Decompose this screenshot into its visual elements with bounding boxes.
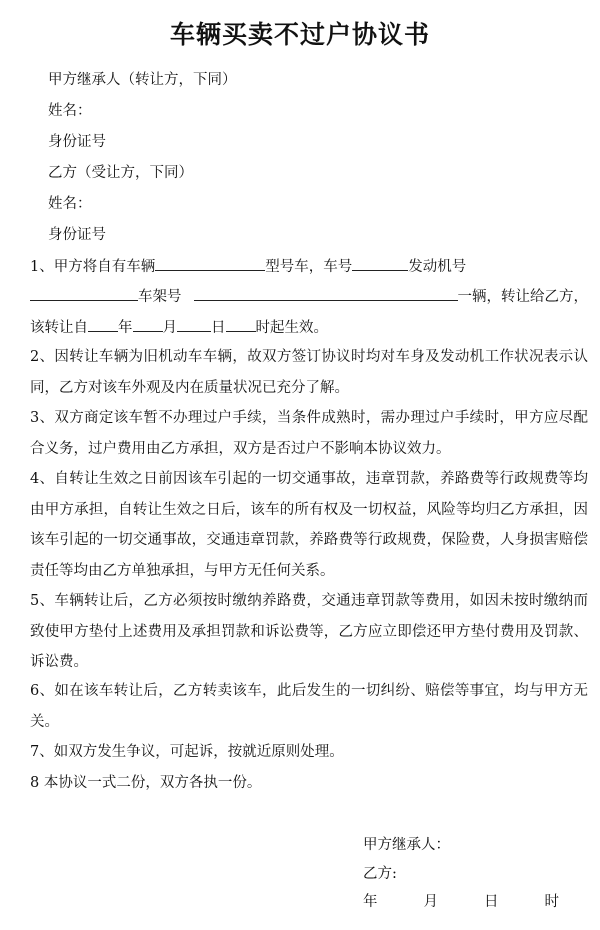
clause-3: 3、双方商定该车暂不办理过户手续，当条件成熟时，需办理过户手续时，甲方应尽配合义务，过户费用由乙方承担，双方是否过户不影响本协议效力。 [30,410,588,457]
day-blank [177,317,211,332]
hour-blank [226,317,256,332]
clause-1-text-a: 1、甲方将自有车辆 [30,259,156,275]
signature-date [363,892,559,912]
clause-1-text-e: 一辆，转让给乙方， [457,289,588,305]
vin-blank [194,286,458,301]
document-title: 车辆买卖不过户协议书 [169,20,430,49]
clause-1-year: 年 [118,320,133,336]
clause-1-month: 月 [162,320,177,336]
party-a-name-label: 姓名： [48,103,92,119]
vehicle-blank [155,256,265,271]
clause-5: 5、车辆转让后，乙方必须按时缴纳养路费，交通违章罚款等费用，如因未按时缴纳而致使甲方垫付上述费用及承担罚款和诉讼费等，乙方应立即偿还甲方垫付费用及罚款、诉讼费。 [30,593,588,670]
signature-day: 日 [484,894,499,910]
signature-party-b: 乙方: [363,866,397,882]
clause-1-text-b: 型号车，车号 [265,259,353,275]
engine-number-blank [30,286,138,301]
signature-party-a: 甲方继承人： [363,837,450,853]
signature-hour: 时 [544,894,559,910]
party-b-name-label: 姓名： [48,196,92,212]
clause-1-day: 日 [211,320,226,336]
party-a-heading: 甲方继承人（转让方，下同） [48,72,237,88]
clause-4: 4、自转让生效之日前因该车引起的一切交通事故，违章罚款，养路费等行政规费等均由甲方承担，自转让生效之日后，该车的所有权及一切权益，风险等均归乙方承担，因该车引起的一切交通事故，交通违章罚款，养路费等行政规费，保险费，人身损害赔偿责任等均由乙方单独承担，与甲方无任何关系。 [30,471,588,579]
clause-2: 2、因转让车辆为旧机动车车辆，故双方签订协议时均对车身及发动机工作状况表示认同，乙方对该车外观及内在质量状况已充分了解。 [30,349,588,396]
party-a-id-label: 身份证号 [48,134,106,150]
clause-8: 8 本协议一式二份，双方各执一份。 [30,775,262,791]
clause-7: 7、如双方发生争议，可起诉，按就近原则处理。 [30,744,344,760]
year-blank [88,317,118,332]
clause-1-text-d: 车架号 [138,289,182,305]
clause-1-line-3 [30,317,328,338]
clause-1-text-f: 该转让自 [30,320,88,336]
clause-6: 6、如在该车转让后，乙方转卖该车，此后发生的一切纠纷、赔偿等事宜，均与甲方无关。 [30,683,588,730]
clause-1-line-2 [30,286,588,307]
party-b-heading: 乙方（受让方，下同） [48,165,193,181]
clause-1-line-1 [30,256,466,277]
signature-month: 月 [423,894,438,910]
clause-1-text-g: 时起生效。 [255,320,328,336]
month-blank [133,317,163,332]
clause-1-text-c: 发动机号 [408,259,467,275]
plate-number-blank [352,256,408,271]
party-b-id-label: 身份证号 [48,227,106,243]
signature-year: 年 [363,894,378,910]
